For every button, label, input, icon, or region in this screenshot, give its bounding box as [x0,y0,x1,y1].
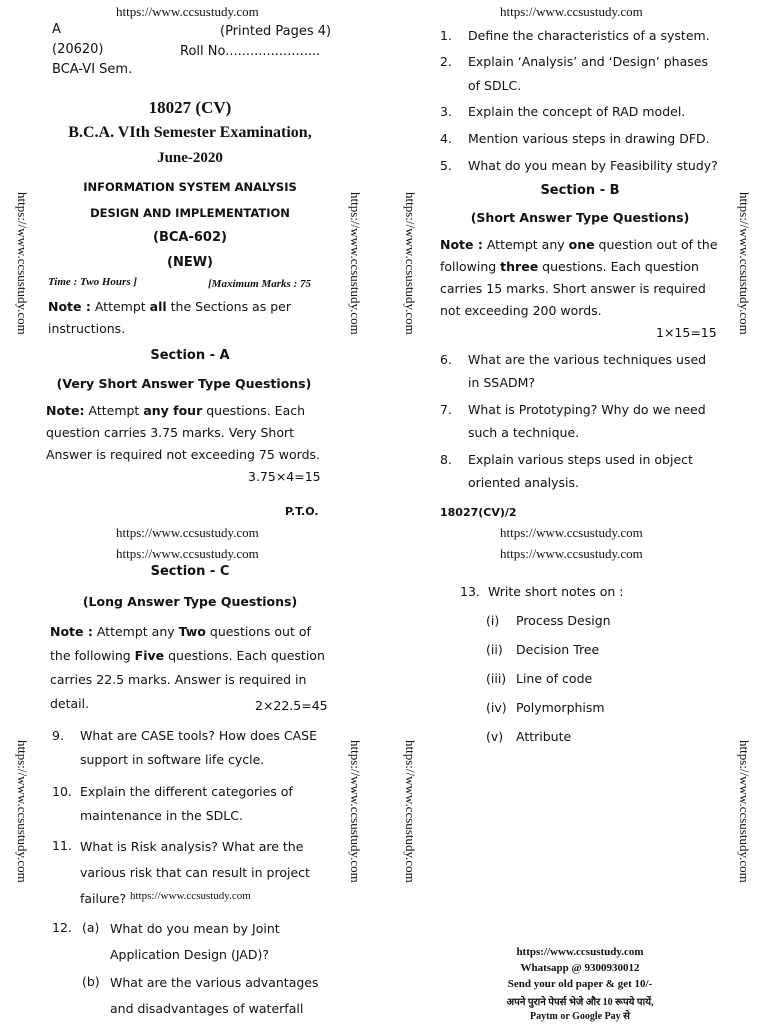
section-b-note [440,234,718,322]
subject-line-1: INFORMATION SYSTEM ANALYSIS [83,180,297,194]
section-a-marks: 3.75×4=15 [248,469,321,484]
question-number: 8. [440,452,452,467]
section-c-marks: 2×22.5=45 [255,698,328,713]
code-a: A [52,22,61,37]
question-text: Explain ‘Analysis’ and ‘Design’ phases of SDLC. [468,54,708,93]
footer-send: Send your old paper & get 10/- [507,978,653,990]
q11-inline-url[interactable]: https://www.ccsustudy.com [130,890,251,902]
note-item-label: (ii) [486,642,503,657]
note-item-text: Polymorphism [516,700,605,715]
question-text: Mention various steps in drawing DFD. [468,131,710,146]
subject-line-2: DESIGN AND IMPLEMENTATION [90,206,290,220]
q9-text: What are CASE tools? How does CASE support in software life cycle. [80,728,317,767]
section-c-note-label: Note : [50,624,93,639]
q10-text: Explain the different categories of maintenance in the SDLC. [80,784,293,823]
question-number: 1. [440,28,452,43]
question-number: 5. [440,158,452,173]
question-number: 6. [440,352,452,367]
mid-url-left-2[interactable]: https://www.ccsustudy.com [116,546,259,561]
note-item-text: Decision Tree [516,642,600,657]
section-b-note-text: Attempt any one question out of the following three questions. Each question carries 15 marks. Short answer is required not exceeding 200 words. [440,237,718,318]
side-url-5: https://www.ccsustudy.com [15,740,30,883]
q12-number: 12. [52,920,72,935]
general-note [48,296,326,340]
footer-url[interactable]: https://www.ccsustudy.com [516,946,644,958]
footer-paytm: Paytm or Google Pay से [530,1011,630,1022]
section-c-subtitle: (Long Answer Type Questions) [82,594,298,609]
q13-text: Write short notes on : [488,584,624,599]
section-c-title: Section - C [150,564,230,579]
side-url-3: https://www.ccsustudy.com [403,192,418,335]
section-a-note-label: Note: [46,403,85,418]
course-code: (BCA-602) [153,230,227,245]
q11-number: 11. [52,838,72,853]
footer-whatsapp: Whatsapp @ 9300930012 [520,962,640,974]
printed-pages: (Printed Pages 4) [220,24,332,39]
side-url-4: https://www.ccsustudy.com [737,192,752,335]
q10-number: 10. [52,784,72,799]
section-a-note [46,400,326,466]
note-item-label: (v) [486,729,504,744]
top-url-right[interactable]: https://www.ccsustudy.com [500,4,643,19]
mid-url-right-2[interactable]: https://www.ccsustudy.com [500,546,643,561]
note-text: Attempt all the Sections as per instructions. [48,299,291,336]
question-text: Explain the concept of RAD model. [468,104,686,119]
question-number: 7. [440,402,452,417]
time-limit: Time : Two Hours ] [48,276,138,288]
pto: P.T.O. [285,505,319,518]
q11-text: What is Risk analysis? What are the various risk that can result in project failure? [80,839,310,906]
side-url-1: https://www.ccsustudy.com [15,192,30,335]
max-marks: [Maximum Marks : 75 [208,278,311,290]
question-text: Define the characteristics of a system. [468,28,710,43]
q13-number: 13. [460,584,480,599]
mid-url-right-1[interactable]: https://www.ccsustudy.com [500,525,643,540]
section-a-note-text: Attempt any four questions. Each question carries 3.75 marks. Very Short Answer is required not exceeding 75 words. [46,403,320,462]
note-item-text: Line of code [516,671,593,686]
q9-number: 9. [52,728,64,743]
side-url-7: https://www.ccsustudy.com [403,740,418,883]
exam-date: June-2020 [157,150,223,166]
note-item-text: Attribute [516,729,572,744]
section-c-note-text: Attempt any Two questions out of the following Five questions. Each question carries 22.5 marks. Answer is required in detail. [50,624,325,711]
paper-code: 18027 (CV) [148,98,232,117]
question-text: What are the various techniques used in SSADM? [468,352,707,390]
mid-url-left-1[interactable]: https://www.ccsustudy.com [116,525,259,540]
q12a-label: (a) [82,920,100,935]
section-b-title: Section - B [540,183,620,198]
top-url-left[interactable]: https://www.ccsustudy.com [116,4,259,19]
section-a-subtitle: (Very Short Answer Type Questions) [56,376,312,391]
side-url-2: https://www.ccsustudy.com [348,192,363,335]
paper-number: (20620) [52,42,104,57]
section-b-marks: 1×15=15 [656,325,717,340]
question-text: Explain various steps used in object oriented analysis. [468,452,693,490]
section-b-note-label: Note : [440,237,483,252]
q12b-label: (b) [82,974,100,989]
note-item-label: (iii) [486,671,507,686]
scheme: (NEW) [167,255,213,270]
page-code: 18027(CV)/2 [440,506,517,519]
side-url-8: https://www.ccsustudy.com [737,740,752,883]
question-number: 4. [440,131,452,146]
note-label: Note : [48,299,91,314]
question-number: 3. [440,104,452,119]
question-text: What is Prototyping? Why do we need such a technique. [468,402,706,440]
roll-no: Roll No....................... [180,44,321,59]
footer-hindi: अपने पुराने पेपर्स भेजे और 10 रूपये पायें, [506,997,654,1008]
note-item-text: Process Design [516,613,611,628]
note-item-label: (i) [486,613,500,628]
semester: BCA-VI Sem. [52,62,133,77]
exam-line: B.C.A. VIth Semester Examination, [68,124,312,141]
section-b-subtitle: (Short Answer Type Questions) [470,210,690,225]
section-a-title: Section - A [150,348,230,363]
note-item-label: (iv) [486,700,507,715]
q12b-text: What are the various advantages and disadvantages of waterfall [110,975,319,1016]
question-text: What do you mean by Feasibility study? [468,158,718,173]
side-url-6: https://www.ccsustudy.com [348,740,363,883]
question-number: 2. [440,54,452,69]
q12a-text: What do you mean by Joint Application Design (JAD)? [110,921,280,962]
